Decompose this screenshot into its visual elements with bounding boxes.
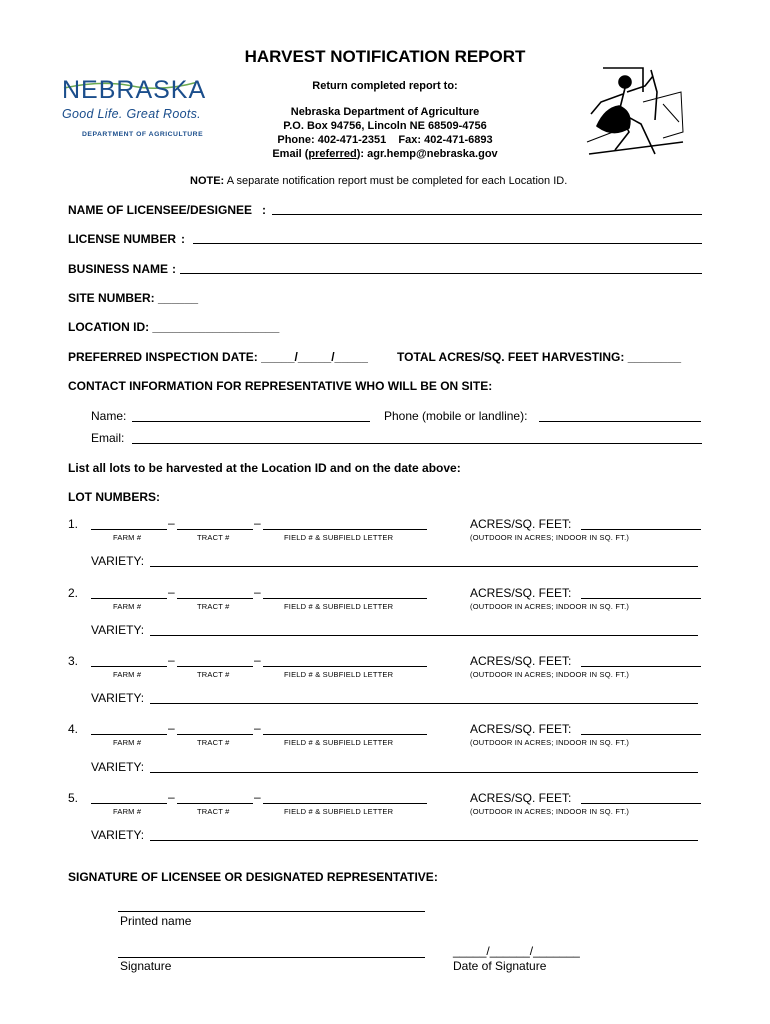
farm-caption: FARM # (113, 533, 142, 542)
acres-label: ACRES/SQ. FEET: (470, 791, 572, 805)
acres-label: ACRES/SQ. FEET: (470, 654, 572, 668)
tract-field[interactable] (177, 803, 253, 804)
field-caption: FIELD # & SUBFIELD LETTER (284, 533, 394, 542)
field-subfield-field[interactable] (263, 734, 427, 735)
field-caption: FIELD # & SUBFIELD LETTER (284, 807, 394, 816)
acres-label: ACRES/SQ. FEET: (470, 517, 572, 531)
site-number-field[interactable]: SITE NUMBER: ______ (68, 291, 199, 305)
acres-field[interactable] (581, 529, 701, 530)
lot-number: 5. (68, 791, 79, 805)
variety-label: VARIETY: (91, 691, 145, 705)
signature-field[interactable] (118, 957, 425, 958)
email-line (235, 148, 535, 160)
lots-heading: LOT NUMBERS: (68, 490, 160, 504)
logo-wordmark: NEBRASKA (62, 76, 207, 104)
variety-field[interactable] (150, 703, 698, 704)
note (190, 175, 567, 187)
field-subfield-field[interactable] (263, 666, 427, 667)
field-subfield-field[interactable] (263, 803, 427, 804)
farm-field[interactable] (91, 598, 167, 599)
lot-number: 4. (68, 722, 79, 736)
tract-field[interactable] (177, 666, 253, 667)
acres-field[interactable] (581, 803, 701, 804)
variety-label: VARIETY: (91, 554, 145, 568)
license-number-label: LICENSE NUMBER (68, 232, 177, 246)
contact-email-label: Email: (91, 431, 125, 445)
dash: – (254, 790, 261, 804)
farm-field[interactable] (91, 666, 167, 667)
address-line-1: Nebraska Department of Agriculture (290, 106, 480, 118)
dash: – (254, 585, 261, 599)
tract-caption: TRACT # (197, 738, 230, 747)
lot-number: 2. (68, 586, 79, 600)
farm-field[interactable] (91, 734, 167, 735)
licensee-field[interactable] (272, 214, 702, 215)
logo-tagline: Good Life. Great Roots. (62, 107, 201, 121)
acres-field[interactable] (581, 666, 701, 667)
field-subfield-field[interactable] (263, 598, 427, 599)
farm-field[interactable] (91, 529, 167, 530)
variety-field[interactable] (150, 566, 698, 567)
contact-name-label: Name: (91, 409, 127, 423)
farm-caption: FARM # (113, 602, 142, 611)
date-of-signature-field[interactable]: _____/______/_______ (453, 944, 580, 958)
sower-illustration (583, 62, 688, 162)
variety-label: VARIETY: (91, 623, 145, 637)
dash: – (254, 516, 261, 530)
licensee-label: NAME OF LICENSEE/DESIGNEE (68, 203, 253, 217)
farm-caption: FARM # (113, 807, 142, 816)
dash: – (168, 516, 175, 530)
farm-caption: FARM # (113, 738, 142, 747)
farm-caption: FARM # (113, 670, 142, 679)
lot-number: 1. (68, 517, 79, 531)
printed-name-label: Printed name (120, 914, 192, 928)
tract-caption: TRACT # (197, 533, 230, 542)
field-caption: FIELD # & SUBFIELD LETTER (284, 602, 394, 611)
logo-department: DEPARTMENT OF AGRICULTURE (82, 131, 204, 138)
field-subfield-field[interactable] (263, 529, 427, 530)
lots-instruction: List all lots to be harvested at the Location ID and on the date above: (68, 461, 461, 475)
variety-field[interactable] (150, 840, 698, 841)
nda-logo (62, 76, 207, 142)
dash: – (168, 653, 175, 667)
lot-number: 3. (68, 654, 79, 668)
dash: – (254, 653, 261, 667)
tract-caption: TRACT # (197, 602, 230, 611)
contact-name-field[interactable] (132, 421, 370, 422)
dash: – (168, 790, 175, 804)
dash: – (254, 721, 261, 735)
inspection-date-field[interactable]: PREFERRED INSPECTION DATE: _____/_____/_____ (68, 350, 368, 364)
date-of-signature-label: Date of Signature (453, 959, 547, 973)
acres-note: (OUTDOOR IN ACRES; INDOOR IN SQ. FT.) (470, 533, 630, 542)
total-acres-field[interactable]: TOTAL ACRES/SQ. FEET HARVESTING: ________ (397, 350, 682, 364)
license-number-field[interactable] (193, 243, 702, 244)
tract-caption: TRACT # (197, 807, 230, 816)
dash: – (168, 585, 175, 599)
acres-field[interactable] (581, 598, 701, 599)
tract-field[interactable] (177, 734, 253, 735)
printed-name-field[interactable] (118, 911, 425, 912)
return-instruction: Return completed report to: (312, 80, 458, 92)
acres-note: (OUTDOOR IN ACRES; INDOOR IN SQ. FT.) (470, 738, 630, 747)
form-title: HARVEST NOTIFICATION REPORT (244, 47, 526, 66)
field-caption: FIELD # & SUBFIELD LETTER (284, 670, 394, 679)
contact-phone-label: Phone (mobile or landline): (384, 409, 528, 423)
contact-email-field[interactable] (132, 443, 702, 444)
contact-heading: CONTACT INFORMATION FOR REPRESENTATIVE WHO WILL BE ON SITE: (68, 379, 493, 393)
location-id-field[interactable]: LOCATION ID: ___________________ (68, 320, 280, 334)
acres-label: ACRES/SQ. FEET: (470, 722, 572, 736)
signature-label: Signature (120, 959, 172, 973)
tract-field[interactable] (177, 598, 253, 599)
variety-field[interactable] (150, 635, 698, 636)
business-name-field[interactable] (180, 273, 702, 274)
tract-caption: TRACT # (197, 670, 230, 679)
email-address: ): agr.hemp@nebraska.gov (356, 148, 498, 160)
acres-note: (OUTDOOR IN ACRES; INDOOR IN SQ. FT.) (470, 670, 630, 679)
signature-heading: SIGNATURE OF LICENSEE OR DESIGNATED REPRESENTATIVE: (68, 870, 438, 884)
address-line-2: P.O. Box 94756, Lincoln NE 68509-4756 (283, 120, 487, 132)
variety-label: VARIETY: (91, 760, 145, 774)
farm-field[interactable] (91, 803, 167, 804)
address-line-3: Phone: 402-471-2351 Fax: 402-471-6893 (277, 134, 493, 146)
acres-note: (OUTDOOR IN ACRES; INDOOR IN SQ. FT.) (470, 602, 630, 611)
acres-note: (OUTDOOR IN ACRES; INDOOR IN SQ. FT.) (470, 807, 630, 816)
variety-field[interactable] (150, 772, 698, 773)
email-prefix: Email ( (272, 148, 309, 160)
acres-field[interactable] (581, 734, 701, 735)
email-preferred: preferred (308, 148, 357, 160)
tract-field[interactable] (177, 529, 253, 530)
contact-phone-field[interactable] (539, 421, 701, 422)
field-caption: FIELD # & SUBFIELD LETTER (284, 738, 394, 747)
note-label: NOTE: (190, 175, 225, 187)
note-text: A separate notification report must be completed for each Location ID. (226, 175, 568, 187)
variety-label: VARIETY: (91, 828, 145, 842)
business-name-label: BUSINESS NAME (68, 262, 169, 276)
acres-label: ACRES/SQ. FEET: (470, 586, 572, 600)
dash: – (168, 721, 175, 735)
